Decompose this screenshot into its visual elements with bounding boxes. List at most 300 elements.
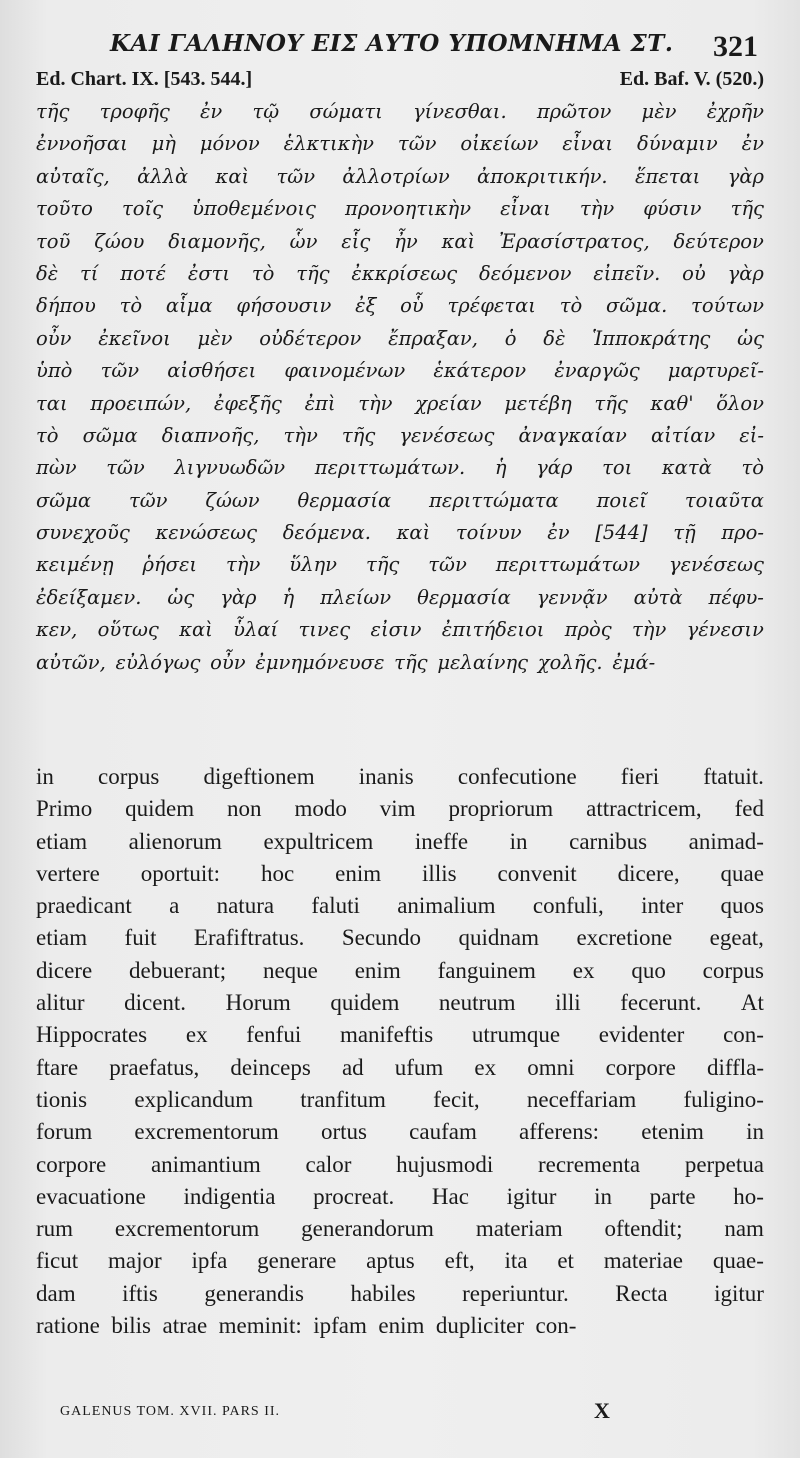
word: ἐναργῶς	[554, 359, 640, 383]
word: αἷμα	[165, 294, 213, 318]
word: non	[227, 796, 262, 822]
word: καθ'	[650, 391, 694, 415]
word: ἐμά-	[612, 650, 656, 674]
word: confecutione	[457, 764, 577, 789]
latin-text-line	[36, 1116, 764, 1148]
word: forum	[36, 1119, 93, 1145]
word: meminit:	[218, 1313, 302, 1339]
word: corpus	[98, 764, 160, 789]
word: ftare	[36, 1054, 79, 1080]
page-number: 321	[713, 30, 758, 63]
word: quos	[720, 893, 764, 919]
word: reperiuntur.	[462, 1280, 569, 1306]
word: δεόμενα.	[282, 521, 371, 545]
word: explicandum	[134, 1086, 254, 1112]
word: ὕλην	[289, 553, 338, 577]
greek-text-line	[36, 96, 764, 128]
word: debuerant;	[129, 957, 227, 983]
word: εἷς	[341, 229, 371, 253]
word: καὶ	[396, 521, 431, 545]
word: materiam	[475, 1216, 563, 1242]
word: aptus	[366, 1248, 415, 1274]
greek-text-line	[36, 582, 764, 614]
word: ho-	[733, 1183, 764, 1209]
word: λιγνυωδῶν	[174, 456, 286, 480]
word: igitur	[714, 1280, 764, 1306]
word: χρείαν	[415, 391, 482, 415]
word: γεννᾷν	[536, 585, 608, 609]
printer-signature: GALENUS TOM. XVII. PARS II.	[60, 1404, 281, 1419]
word: materiae	[603, 1248, 683, 1274]
word: προ-	[721, 521, 764, 545]
word: fieri	[620, 764, 660, 789]
word: τῇ	[673, 521, 696, 545]
word: ῥήσει	[142, 553, 198, 577]
word: alienorum	[128, 828, 222, 854]
word: ad	[341, 1054, 364, 1080]
word: τῆς	[341, 423, 376, 447]
word: praefatus,	[109, 1054, 200, 1080]
word: τὸ	[559, 294, 583, 318]
word: αὐτὰ	[633, 585, 683, 609]
word: quidem	[125, 796, 195, 822]
word: προειπών,	[90, 391, 192, 415]
word: igitur	[506, 1183, 557, 1209]
word: ἡ	[494, 456, 507, 480]
word: hujusmodi	[396, 1151, 494, 1177]
word: εἰπεῖν.	[593, 261, 661, 285]
word: ita	[504, 1248, 528, 1274]
word: nam	[724, 1216, 764, 1242]
word: ἔπραξαν,	[388, 326, 478, 350]
word: ortus	[320, 1119, 367, 1145]
word: τροφῆς	[99, 100, 170, 123]
word: in	[36, 764, 54, 789]
word: animantium	[150, 1151, 261, 1177]
word: ζώου	[94, 229, 145, 253]
word: κειμένῃ	[36, 553, 114, 577]
word: quo	[631, 957, 666, 983]
word: vim	[379, 796, 416, 822]
word: τῆς	[394, 650, 428, 674]
word: Recta	[615, 1280, 668, 1306]
word: ἐφεξῆς	[213, 391, 282, 415]
word: ἐστι	[187, 261, 231, 285]
word: corpus	[702, 957, 764, 983]
word: corpore	[36, 1151, 107, 1177]
word: ὅλον	[716, 391, 764, 415]
word: τῶν	[100, 359, 140, 383]
word: φήσουσιν	[236, 294, 332, 318]
greek-text-line	[36, 258, 764, 290]
word: τὴν	[358, 391, 393, 415]
word: γένεσιν	[686, 618, 764, 642]
word: inanis	[358, 764, 414, 789]
latin-text-line	[36, 1213, 764, 1245]
word: evacuatione	[36, 1183, 146, 1209]
word: ex	[474, 1054, 497, 1080]
word: καὶ	[441, 229, 476, 253]
word: ται	[36, 391, 68, 415]
greek-text-line	[36, 128, 764, 160]
word: γίνεσθαι.	[412, 100, 507, 123]
word: calor	[305, 1151, 352, 1177]
word: ἐπὶ	[304, 391, 336, 415]
word: τῆς	[365, 553, 400, 577]
word: τί	[80, 261, 99, 285]
word: τοι	[602, 456, 633, 480]
word: hoc	[260, 860, 295, 886]
word: πρὸς	[564, 618, 612, 642]
word: ἕπεται	[634, 164, 701, 188]
word: ἀλλοτρίων	[342, 164, 450, 188]
word: generandis	[204, 1280, 304, 1306]
word: neceffariam	[526, 1086, 637, 1112]
word: quae-	[712, 1248, 764, 1274]
word: οὕτως	[97, 618, 159, 642]
word: πρῶτον	[536, 100, 612, 123]
word: μαρτυρεῖ-	[667, 359, 764, 383]
latin-text-line	[36, 1084, 764, 1116]
latin-text-line	[36, 1245, 764, 1277]
word: fenfui	[246, 1022, 302, 1048]
word: neutrum	[438, 990, 516, 1016]
word: ficut	[36, 1248, 79, 1274]
word: μελαίνης	[437, 650, 529, 674]
word: τὸ	[36, 423, 59, 447]
word: τῆς	[730, 197, 764, 221]
word: ἐμνημόνευσε	[255, 650, 385, 674]
word: indigentia	[183, 1183, 276, 1209]
word: πέφυ-	[708, 585, 764, 609]
word: καὶ	[215, 164, 250, 188]
word: recrementa	[537, 1151, 641, 1177]
word: Primo	[36, 796, 93, 822]
word: κεν,	[36, 618, 78, 642]
word: ἐπιτήδειοι	[441, 618, 545, 642]
greek-text-line	[36, 161, 764, 193]
word: αἰσθήσει	[167, 359, 257, 383]
word: θερμασία	[417, 585, 511, 609]
word: omni	[527, 1054, 575, 1080]
word: τὴν	[283, 423, 318, 447]
word: μὲν	[197, 326, 233, 350]
word: Secundo	[341, 925, 422, 951]
greek-text-line	[36, 355, 764, 387]
word: τῶν	[128, 488, 168, 512]
word: fuligino-	[683, 1086, 764, 1112]
word: σῶμα	[36, 488, 92, 512]
word: σῶμα.	[606, 294, 668, 318]
word: diffla-	[706, 1054, 764, 1080]
word: σῶμα	[82, 423, 138, 447]
word: τοῦ	[36, 229, 71, 253]
word: dam	[36, 1280, 76, 1306]
word: enim	[335, 860, 382, 886]
word: τοίνυν	[455, 521, 522, 545]
greek-text-line	[36, 549, 764, 581]
word: πὼν	[36, 456, 77, 480]
word: confuli,	[532, 893, 604, 919]
latin-text-block	[36, 761, 764, 1342]
word: caufam	[409, 1119, 477, 1145]
latin-text-line	[36, 955, 764, 987]
greek-text-line	[36, 420, 764, 452]
word: οἰκείων	[460, 132, 539, 156]
word: tionis	[36, 1086, 88, 1112]
signature-letter: X	[594, 1398, 610, 1423]
word: τὸ	[119, 294, 143, 318]
word: ὗλαί	[233, 618, 279, 642]
word: Ἱπποκράτης	[592, 326, 711, 350]
word: ἑκάτερον	[433, 359, 527, 383]
word: evidenter	[598, 1022, 685, 1048]
word: μὲν	[641, 100, 677, 123]
greek-text-line	[36, 485, 764, 517]
word: procreat.	[313, 1183, 395, 1209]
word: [544]	[595, 521, 648, 545]
greek-text-block	[36, 96, 764, 679]
word: ἐν	[547, 521, 570, 545]
word: Erafiftratus.	[193, 925, 305, 951]
word: ex	[572, 957, 595, 983]
word: ftatuit.	[703, 764, 764, 789]
word: ἐκκρίσεως	[351, 261, 458, 285]
word: quidnam	[458, 925, 539, 951]
word: ἡ	[282, 585, 295, 609]
word: μὴ	[151, 132, 176, 156]
greek-text-line	[36, 517, 764, 549]
greek-text-line	[36, 323, 764, 355]
word: γὰρ	[727, 164, 764, 188]
word: δεύτερον	[673, 229, 764, 253]
word: animad-	[688, 828, 764, 854]
greek-text-line	[36, 614, 764, 646]
word: οὖν	[36, 326, 72, 350]
word: utrumque	[471, 1022, 561, 1048]
latin-text-line	[36, 987, 764, 1019]
greek-text-line	[36, 226, 764, 258]
latin-text-line	[36, 890, 764, 922]
word: parte	[649, 1183, 696, 1209]
word: oftendit;	[604, 1216, 683, 1242]
word: neque	[262, 957, 318, 983]
word: fed	[734, 796, 764, 822]
word: faluti	[311, 893, 360, 919]
word: propriorum	[448, 796, 554, 822]
word: animalium	[397, 893, 496, 919]
word: rum	[36, 1216, 74, 1242]
word: convenit	[497, 860, 577, 886]
latin-text-line	[36, 793, 764, 825]
word: τῶν	[106, 456, 145, 480]
word: ποτέ	[120, 261, 167, 285]
word: πλείων	[320, 585, 392, 609]
word: τὴν	[579, 197, 615, 221]
word: ὑπὸ	[36, 359, 73, 383]
word: ὑποθεμένοις	[192, 197, 316, 221]
word: τῶν	[276, 164, 316, 188]
word: τοῦτο	[36, 197, 93, 221]
word: γὰρ	[727, 261, 764, 285]
latin-text-line	[36, 922, 764, 954]
word: τινες	[298, 618, 351, 642]
word: excrementorum	[134, 1119, 279, 1145]
word: perpetua	[684, 1151, 764, 1177]
word: ineffe	[414, 828, 469, 854]
word: illi	[555, 990, 581, 1016]
word: τὸ	[741, 456, 764, 480]
word: θερμασία	[297, 488, 392, 512]
word: fecerunt.	[620, 990, 702, 1016]
word: Horum	[225, 990, 291, 1016]
word: fecit,	[433, 1086, 480, 1112]
word: σώματι	[309, 100, 383, 123]
word: atrae	[162, 1313, 208, 1339]
word: vertere	[36, 860, 100, 886]
word: αἰτίαν	[650, 423, 716, 447]
word: μετέβη	[504, 391, 572, 415]
word: ufum	[394, 1054, 444, 1080]
word: fanguinem	[437, 957, 536, 983]
word: περιττωμάτων.	[314, 456, 466, 480]
word: εἶναι	[500, 197, 551, 221]
word: εὐλόγως	[115, 650, 201, 674]
word: δεόμενον	[478, 261, 572, 285]
word: generandorum	[301, 1216, 434, 1242]
greek-text-line	[36, 290, 764, 322]
word: τοιαῦτα	[684, 488, 764, 512]
latin-text-line	[36, 1310, 764, 1342]
word: ἑλκτικὴν	[283, 132, 375, 156]
word: ἐχρῆν	[706, 100, 764, 123]
word: τὴν	[226, 553, 261, 577]
word: generare	[257, 1248, 337, 1274]
word: attractricem,	[586, 796, 702, 822]
word: ποιεῖ	[596, 488, 647, 512]
word: excrementorum	[114, 1216, 260, 1242]
word: fuit	[124, 925, 157, 951]
word: ἐξ	[355, 294, 377, 318]
word: con-	[535, 1313, 577, 1339]
word: At	[740, 990, 764, 1016]
word: oportuit:	[140, 860, 221, 886]
word: γενέσεως	[668, 553, 764, 577]
edition-chartier-reference: Ed. Chart. IX. [543. 544.]	[36, 68, 253, 90]
latin-text-line	[36, 761, 764, 793]
word: bilis	[111, 1313, 151, 1339]
word: τρέφεται	[447, 294, 536, 318]
latin-text-line	[36, 826, 764, 858]
word: τῶν	[428, 553, 467, 577]
word: quidem	[330, 990, 400, 1016]
word: συνεχοῦς	[36, 521, 130, 545]
word: ὡς	[737, 326, 764, 350]
word: τῶν	[397, 132, 437, 156]
word: μόνον	[199, 132, 260, 156]
word: et	[557, 1248, 574, 1274]
word: carnibus	[569, 828, 648, 854]
word: οὐ	[682, 261, 706, 285]
word: τῆς	[36, 100, 70, 123]
word: δὲ	[36, 261, 59, 285]
word: δὲ	[543, 326, 566, 350]
word: οὖν	[210, 650, 246, 674]
latin-text-line	[36, 1278, 764, 1310]
word: γενέσεως	[399, 423, 495, 447]
word: περιττώματα	[429, 488, 559, 512]
word: in	[746, 1119, 764, 1145]
word: ζώων	[205, 488, 260, 512]
word: habiles	[350, 1280, 416, 1306]
word: ἐν	[199, 100, 223, 123]
word: τῆς	[594, 391, 628, 415]
word: περιττωμάτων	[495, 553, 640, 577]
greek-text-line	[36, 452, 764, 484]
word: Hac	[431, 1183, 469, 1209]
word: εἰσιν	[370, 618, 422, 642]
word: ἐννοῆσαι	[36, 132, 128, 156]
word: praedicant	[36, 893, 132, 919]
word: alitur	[36, 990, 85, 1016]
word: οὐδέτερον	[259, 326, 362, 350]
word: κενώσεως	[155, 521, 258, 545]
word: φύσιν	[643, 197, 702, 221]
word: διαπνοῆς,	[161, 423, 260, 447]
word: ἀλλὰ	[137, 164, 189, 188]
word: excretione	[576, 925, 673, 951]
word: φαινομένων	[284, 359, 406, 383]
latin-text-line	[36, 1052, 764, 1084]
running-title: ΚΑΙ ΓΑΛΗΝΟΥ ΕΙΣ ΑΥΤΟ ΥΠΟΜΝΗΜΑ ΣΤ.	[110, 30, 674, 57]
word: αὐταῖς,	[36, 164, 110, 188]
word: γάρ	[536, 456, 573, 480]
latin-text-line	[36, 1181, 764, 1213]
word: egeat,	[709, 925, 764, 951]
word: a	[169, 893, 180, 919]
word: afferens:	[519, 1119, 600, 1145]
word: in	[594, 1183, 612, 1209]
latin-text-line	[36, 1019, 764, 1051]
word: δήπου	[36, 294, 96, 318]
word: καὶ	[179, 618, 213, 642]
word: dicere,	[617, 860, 680, 886]
word: ἐκεῖνοι	[98, 326, 171, 350]
word: Hippocrates	[36, 1022, 148, 1048]
word: κατὰ	[661, 456, 712, 480]
word: ἀναγκαίαν	[518, 423, 627, 447]
word: etiam	[36, 828, 88, 854]
word: digeftionem	[203, 764, 315, 789]
word: τούτων	[691, 294, 764, 318]
word: εἶναι	[562, 132, 614, 156]
word: manifeftis	[339, 1022, 434, 1048]
latin-text-line	[36, 1149, 764, 1181]
word: διαμονῆς,	[168, 229, 266, 253]
greek-text-line	[36, 388, 764, 420]
word: natura	[216, 893, 275, 919]
word: Ἐρασίστρατος,	[499, 229, 650, 253]
word: ipfa	[191, 1248, 228, 1274]
word: δύναμιν	[636, 132, 718, 156]
word: ipfam	[313, 1313, 367, 1339]
word: ὁ	[504, 326, 517, 350]
greek-text-line	[36, 193, 764, 225]
word: γὰρ	[220, 585, 257, 609]
word: τῷ	[252, 100, 280, 123]
word: illis	[422, 860, 457, 886]
word: dicent.	[124, 990, 187, 1016]
